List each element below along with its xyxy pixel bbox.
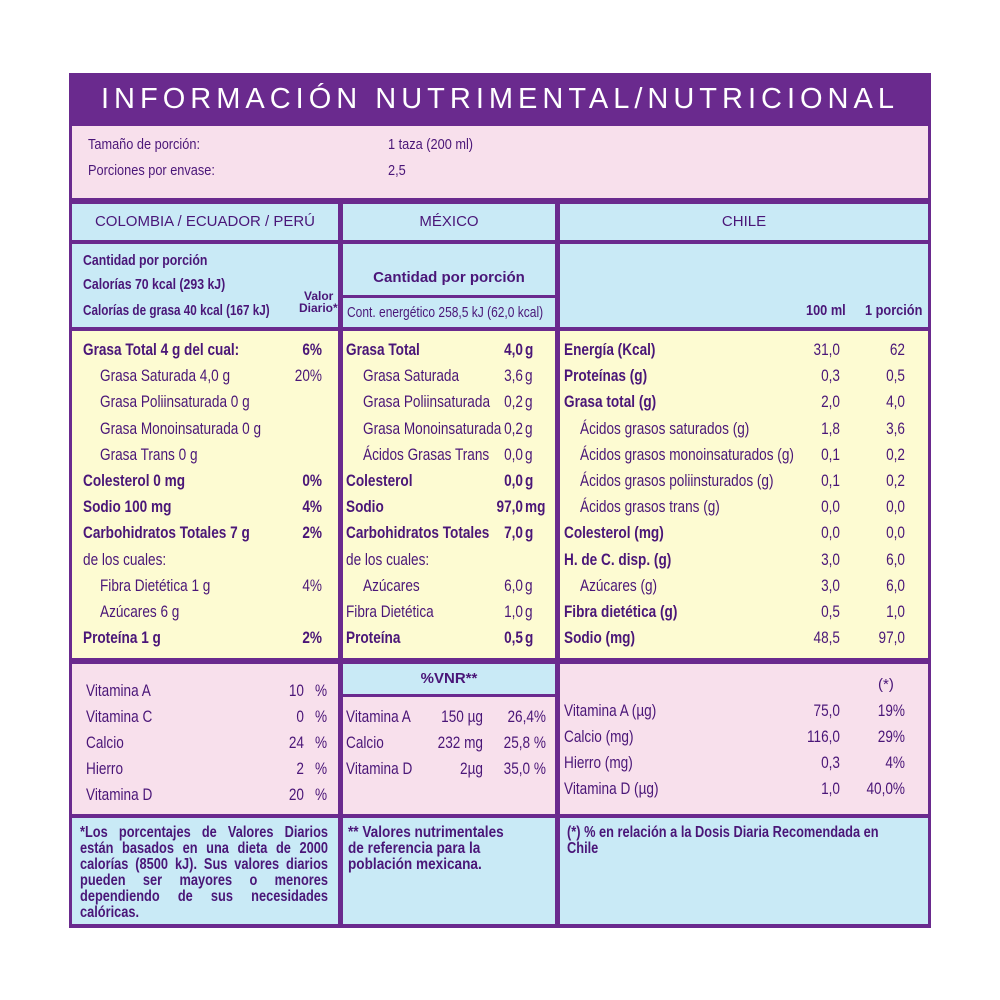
mexico-vnr-header (343, 664, 555, 694)
mexico-nutrient-value: 0,2 (504, 392, 523, 412)
colombia-nutrient-dv: 2% (302, 628, 322, 648)
header-colombia (72, 204, 338, 240)
mexico-nutrient-unit: g (525, 392, 533, 412)
colombia-sub-line3: Calorías de grasa 40 kcal (167 kJ) (83, 302, 270, 319)
chile-vit-marker: (*) (878, 676, 894, 693)
mexico-subheader-bottom (343, 298, 555, 327)
colombia-footnote (72, 818, 338, 924)
mexico-nutrient-unit: g (525, 366, 533, 386)
chile-nutrient-portion: 0,2 (886, 471, 905, 490)
colombia-nutrient-label: Grasa Poliinsaturada 0 g (100, 392, 250, 412)
colombia-vitamin-label: Calcio (86, 733, 124, 752)
chile-nutrient-100ml: 31,0 (813, 340, 840, 359)
mexico-sub-line1: Cantidad por porción (373, 269, 525, 286)
chile-nutrient-label: Ácidos grasos saturados (g) (580, 418, 750, 438)
chile-nutrient-label: Colesterol (mg) (564, 523, 664, 543)
colombia-nutrient-label: Colesterol 0 mg (83, 471, 186, 490)
portions-label: Porciones por envase: (88, 162, 215, 179)
chile-nutrient-100ml: 0,0 (821, 523, 840, 543)
mexico-vitamin-pct: 35,0 % (503, 759, 546, 778)
mexico-nutrient-value: 97,0 (496, 497, 523, 517)
chile-vitamin-label: Hierro (mg) (564, 753, 633, 772)
chile-nutrient-label: H. de C. disp. (g) (564, 549, 672, 569)
colombia-vitamin-unit: % (315, 785, 328, 804)
chile-nutrient-100ml: 0,3 (821, 366, 840, 386)
chile-vitamin-value: 1,0 (821, 779, 840, 798)
colombia-footnote-text: *Los porcentajes de Valores Diarios están basados en una dieta de 2000 calorías (8500 kJ). Sus valores diarios pueden ser mayores o menores dependiendo de sus necesidades calóricas. (80, 824, 328, 921)
mexico-nutrient-label: Sodio (346, 497, 384, 517)
mexico-nutrient-value: 0,2 (504, 418, 523, 438)
portions-value: 2,5 (388, 162, 406, 179)
colombia-nutrient-dv: 4% (302, 497, 322, 517)
colombia-vitamin-label: Vitamina A (86, 681, 151, 700)
chile-vitamin-value: 116,0 (806, 727, 840, 746)
panel-title: INFORMACIÓN NUTRIMENTAL/NUTRICIONAL (101, 82, 899, 115)
colombia-nutrients (72, 331, 338, 658)
chile-nutrient-label: Energía (Kcal) (564, 340, 656, 359)
colombia-vitamin-unit: % (315, 759, 328, 778)
chile-nutrient-100ml: 3,0 (821, 549, 840, 569)
valor-diario-line2: Diario* (299, 301, 338, 315)
serving-info (72, 126, 928, 198)
chile-nutrient-100ml: 3,0 (821, 575, 840, 595)
mexico-vitamin-label: Vitamina A (346, 707, 411, 726)
colombia-vitamin-value: 24 (288, 733, 304, 752)
valor-diario-line1: Valor (304, 289, 334, 303)
chile-nutrient-portion: 0,0 (886, 497, 905, 517)
colombia-vitamin-value: 10 (288, 681, 304, 700)
chile-subheader (560, 244, 928, 327)
mexico-nutrient-value: 1,0 (504, 602, 523, 621)
mexico-vitamin-amount: 150 µg (441, 707, 483, 726)
colombia-nutrient-label: Carbohidratos Totales 7 g (83, 523, 250, 543)
serving-size-value: 1 taza (200 ml) (388, 136, 474, 153)
colombia-vitamin-label: Vitamina D (86, 785, 153, 804)
mexico-vitamin-label: Calcio (346, 733, 384, 752)
colombia-nutrient-dv: 0% (302, 471, 322, 490)
chile-nutrient-portion: 0,2 (886, 444, 905, 464)
mexico-vitamin-pct: 26,4% (507, 707, 546, 726)
chile-col-100ml: 100 ml (806, 302, 846, 319)
chile-vitamin-value: 75,0 (813, 701, 840, 720)
chile-nutrient-portion: 0,0 (886, 523, 905, 543)
mexico-vitamins (343, 697, 555, 814)
mexico-nutrient-value: 0,5 (504, 628, 523, 648)
colombia-subheader (72, 244, 338, 327)
chile-vitamin-pct: 19% (877, 701, 905, 720)
header-chile (560, 204, 928, 240)
chile-col-porcion: 1 porción (865, 302, 923, 319)
mexico-nutrient-label: Grasa Poliinsaturada (363, 392, 491, 412)
chile-vitamin-pct: 40,0% (866, 779, 905, 798)
chile-vitamin-pct: 4% (885, 753, 905, 772)
colombia-vitamin-unit: % (315, 733, 328, 752)
colombia-vitamin-value: 2 (296, 759, 304, 778)
mexico-nutrient-label: Proteína (346, 628, 401, 648)
mexico-nutrient-unit: g (525, 575, 533, 595)
chile-vitamin-label: Vitamina A (µg) (564, 701, 657, 720)
colombia-vitamin-label: Vitamina C (86, 707, 153, 726)
colombia-vitamin-value: 20 (288, 785, 304, 804)
mexico-nutrient-unit: g (525, 418, 533, 438)
colombia-vitamins (72, 664, 338, 814)
colombia-vitamin-value: 0 (296, 707, 304, 726)
chile-nutrient-100ml: 48,5 (813, 628, 840, 648)
mexico-nutrient-value: 0,0 (504, 444, 523, 464)
mexico-nutrients (343, 331, 555, 658)
mexico-nutrient-label: Colesterol (346, 471, 413, 490)
mexico-nutrient-label: Grasa Saturada (363, 366, 460, 386)
mexico-nutrient-label: Grasa Total (346, 340, 420, 359)
mexico-sub-line2: Cont. energético 258,5 kJ (62,0 kcal) (347, 304, 544, 321)
mexico-nutrient-label: Grasa Monoinsaturada (363, 418, 502, 438)
chile-nutrient-label: Ácidos grasos poliinsturados (g) (580, 471, 774, 490)
serving-size-label: Tamaño de porción: (88, 136, 200, 153)
chile-nutrient-100ml: 0,1 (821, 471, 840, 490)
chile-nutrient-portion: 6,0 (886, 575, 905, 595)
colombia-nutrient-label: Sodio 100 mg (83, 497, 172, 517)
chile-nutrient-label: Fibra dietética (g) (564, 602, 678, 621)
chile-nutrient-portion: 0,5 (886, 366, 905, 386)
chile-nutrient-label: Ácidos grasos monoinsaturados (g) (580, 444, 794, 464)
colombia-nutrient-label: Grasa Trans 0 g (100, 444, 198, 464)
chile-nutrient-label: Sodio (mg) (564, 628, 636, 648)
colombia-vitamin-label: Hierro (86, 759, 124, 778)
mexico-vitamin-amount: 2µg (460, 759, 483, 778)
header-colombia-label: COLOMBIA / ECUADOR / PERÚ (94, 213, 316, 230)
colombia-sub-line2: Calorías 70 kcal (293 kJ) (83, 276, 226, 293)
chile-vitamin-value: 0,3 (821, 753, 840, 772)
mexico-nutrient-unit: g (525, 340, 534, 359)
colombia-vitamin-unit: % (315, 707, 328, 726)
colombia-nutrient-label: Grasa Monoinsaturada 0 g (100, 418, 262, 438)
chile-vitamins (560, 664, 928, 814)
mexico-nutrient-unit: g (525, 523, 534, 543)
mexico-nutrient-unit: mg (525, 497, 546, 517)
mexico-nutrient-unit: g (525, 444, 533, 464)
chile-vitamin-label: Calcio (mg) (564, 727, 634, 746)
chile-vitamin-pct: 29% (877, 727, 905, 746)
colombia-nutrient-label: Proteína 1 g (83, 628, 161, 648)
chile-nutrient-100ml: 0,5 (821, 602, 840, 621)
chile-nutrient-portion: 1,0 (886, 602, 905, 621)
nutrition-panel (69, 73, 931, 928)
mexico-nutrient-label: de los cuales: (346, 549, 430, 569)
mexico-nutrient-value: 4,0 (504, 340, 523, 359)
colombia-nutrient-label: Grasa Saturada 4,0 g (100, 366, 231, 386)
mexico-nutrient-label: Carbohidratos Totales (346, 523, 490, 543)
chile-nutrient-portion: 6,0 (886, 549, 905, 569)
chile-nutrient-100ml: 2,0 (821, 392, 840, 412)
mexico-nutrient-label: Fibra Dietética (346, 602, 434, 621)
colombia-nutrient-label: Azúcares 6 g (100, 602, 180, 621)
mexico-vitamin-label: Vitamina D (346, 759, 413, 778)
colombia-nutrient-dv: 2% (302, 523, 322, 543)
colombia-nutrient-label: Fibra Dietética 1 g (100, 575, 211, 595)
mexico-vnr-label: %VNR** (420, 670, 478, 687)
colombia-vitamin-unit: % (315, 681, 328, 700)
chile-footnote-text: (*) % en relación a la Dosis Diaria Recomendada en Chile (567, 824, 879, 857)
mexico-nutrient-label: Azúcares (363, 575, 420, 595)
header-mexico (343, 204, 555, 240)
chile-nutrient-100ml: 0,1 (821, 444, 840, 464)
mexico-subheader-top (343, 244, 555, 295)
chile-nutrients (560, 331, 928, 658)
mexico-nutrient-value: 7,0 (504, 523, 523, 543)
mexico-footnote (343, 818, 555, 924)
colombia-nutrient-dv: 4% (302, 575, 322, 595)
chile-nutrient-label: Azúcares (g) (580, 575, 658, 595)
header-mexico-label: MÉXICO (419, 213, 479, 230)
chile-nutrient-label: Ácidos grasos trans (g) (580, 497, 720, 517)
mexico-footnote-text: ** Valores nutrimentales de referencia para la población mexicana. (348, 824, 504, 873)
chile-nutrient-portion: 62 (889, 340, 905, 359)
colombia-nutrient-label: Grasa Total 4 g del cual: (83, 340, 240, 359)
colombia-nutrient-dv: 20% (294, 366, 322, 386)
chile-nutrient-label: Proteínas (g) (564, 366, 648, 386)
colombia-nutrient-label: de los cuales: (83, 549, 167, 569)
mexico-nutrient-value: 3,6 (504, 366, 523, 386)
chile-nutrient-portion: 3,6 (886, 418, 905, 438)
mexico-nutrient-value: 0,0 (504, 471, 523, 490)
chile-footnote (560, 818, 928, 924)
chile-nutrient-portion: 97,0 (878, 628, 905, 648)
colombia-nutrient-dv: 6% (302, 340, 322, 359)
chile-nutrient-label: Grasa total (g) (564, 392, 657, 412)
chile-nutrient-100ml: 0,0 (821, 497, 840, 517)
header-chile-label: CHILE (721, 213, 767, 230)
mexico-nutrient-unit: g (525, 602, 533, 621)
colombia-sub-line1: Cantidad por porción (83, 252, 208, 269)
mexico-nutrient-unit: g (525, 471, 534, 490)
mexico-nutrient-unit: g (525, 628, 534, 648)
mexico-vitamin-pct: 25,8 % (503, 733, 546, 752)
mexico-vitamin-amount: 232 mg (437, 733, 483, 752)
mexico-nutrient-label: Ácidos Grasas Trans (363, 444, 490, 464)
chile-nutrient-portion: 4,0 (886, 392, 905, 412)
mexico-nutrient-value: 6,0 (504, 575, 523, 595)
chile-vitamin-label: Vitamina D (µg) (564, 779, 659, 798)
chile-nutrient-100ml: 1,8 (821, 418, 840, 438)
